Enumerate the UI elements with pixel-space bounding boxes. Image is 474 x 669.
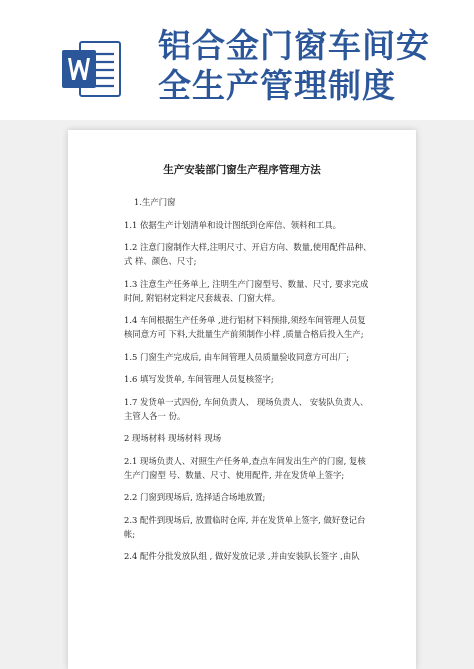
paragraph: 1.生产门窗 [134, 197, 176, 207]
paragraph: 2 现场材料 现场材料 现场 [124, 433, 222, 443]
paragraph: 1.1 依据生产计划清单和设计图纸到仓库信、领料和工具。 [124, 219, 341, 230]
paragraph: 2.4 配件分批发放队组 , 做好发放记录 ,并由安装队长签字 ,由队 [124, 551, 360, 561]
paragraph: 2.2 门窗到现场后, 选择适合场地放置; [124, 492, 266, 502]
document-page [68, 130, 416, 669]
word-icon [60, 38, 122, 100]
document-title: 生产安装部门窗生产程序管理方法 [163, 164, 321, 176]
paragraph: 1.2 注意门窗制作大样,注明尺寸、开启方向、数量,使用配件品种、式 样、颜色、尺寸; [124, 242, 372, 266]
banner-title: 铝合金门窗车间安全生产管理制度 [158, 26, 430, 105]
paragraph: 2.3 配件到现场后, 放置临时仓库, 并在发货单上签字, 做好登记台帐; [124, 514, 366, 539]
paragraph: 1.5 门窗生产完成后, 由车间管理人员质量验收同意方可出厂; [124, 351, 350, 362]
paragraph: 1.3 注意生产任务单上, 注明生产门窗型号、数量、尺寸, 要求完成 时间, 附铝材定料定尺套裁表、门窗大样。 [124, 278, 369, 303]
document-body [124, 195, 374, 572]
paragraph: 1.7 发货单一式四份, 车间负责人、 现场负责人、 安装队负责人、主管人各一 份。 [124, 396, 369, 421]
paragraph: 1.6 填写发货单, 车间管理人员复核签字; [124, 374, 274, 384]
banner [0, 0, 474, 120]
paragraph: 2.1 现场负责人、对照生产任务单,查点车间发出生产的门窗, 复核生产门窗型 号、数量、尺寸、使用配件, 并在发货单上签字; [124, 455, 366, 480]
paragraph: 1.4 车间根据生产任务单 ,进行铝材下料预排,须经车间管理人员复核同意方可 下料,大批量生产前须制作小样 ,质量合格后投入生产; [124, 315, 366, 339]
